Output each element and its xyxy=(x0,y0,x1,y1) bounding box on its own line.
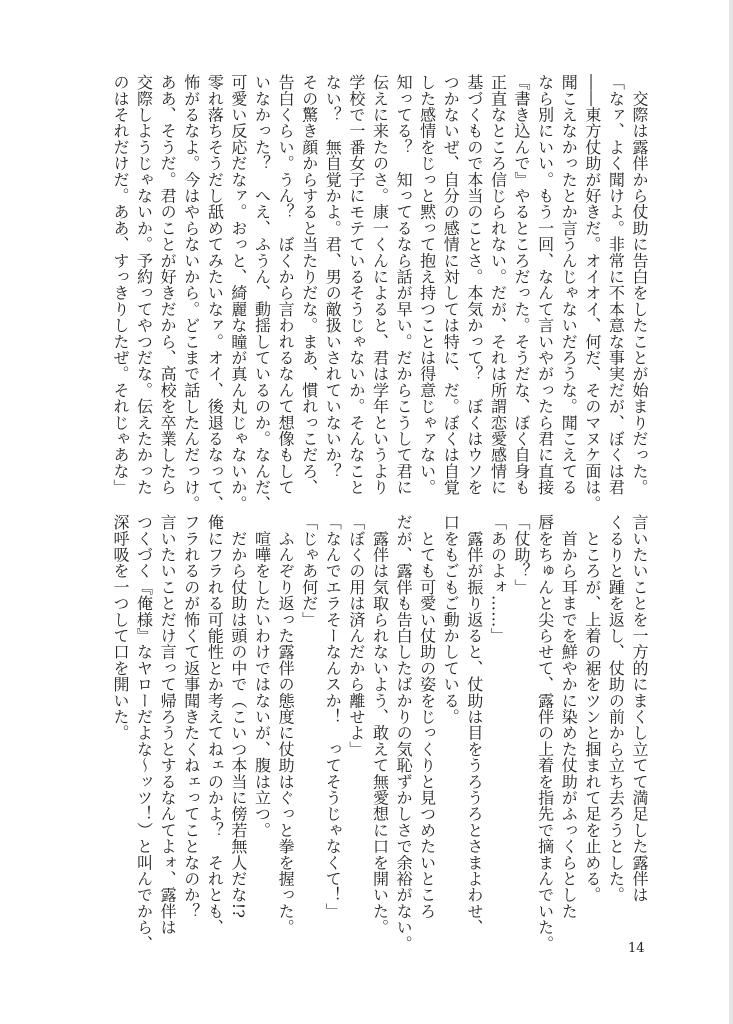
text-line: 知ってる？ 知ってるなら話が早い。だからこうして君に xyxy=(394,74,414,496)
text-line: なら別にいい。もう一回、なんて言いやがったら君に直接 xyxy=(535,74,555,496)
text-line: 「なァ、よく聞けよ。非常に不本意な事実だが、ぼくは君 xyxy=(606,74,626,496)
text-line: 深呼吸を一つして口を開いた。 xyxy=(110,514,130,741)
text-line: 「ぼくの用は済んだから離せよ」 xyxy=(346,514,366,757)
text-line: とても可愛い仗助の姿をじっくりと見つめたいところ xyxy=(417,514,437,919)
text-line: だから仗助は頭の中で（こいつ本当に傍若無人だな!? xyxy=(228,514,248,919)
text-line: 「なんでエラそーなんスか！ ってそうじゃなくて！」 xyxy=(323,514,343,919)
text-line: 正直なところ信じられない。だが、それは所謂恋愛感情に xyxy=(488,74,508,496)
text-line: ない？ 無自覚かよ。君、男の敵扱いされていないか？ xyxy=(323,74,343,479)
text-line: 首から耳までを鮮やかに染めた仗助がふっくらとした xyxy=(559,514,579,919)
text-line: 零れ落ちそうだし舐めてみたいなァ。オイ、後退るなって、 xyxy=(205,74,225,512)
text-line: 交際は露伴から仗助に告白をしたことが始まりだった。 xyxy=(630,74,649,496)
text-line: 言いたいことを一方的にまくし立てて満足した露伴は xyxy=(630,514,649,903)
text-line: 基づくもので本当のことさ。本気かって？ ぼくはウソを xyxy=(464,74,484,496)
page-edge xyxy=(729,0,733,1024)
text-line: 言いたいことだけ言って帰ろうとするなんてよォ、露伴は xyxy=(158,514,178,936)
text-line: つかないぜ、自分の感情に対しては特に、だ。ぼくは自覚 xyxy=(441,74,461,496)
text-line: 喧嘩をしたいわけではないが、腹は立つ。 xyxy=(252,514,272,838)
upper-text-block xyxy=(108,74,651,512)
text-line: ところが、上着の裾をツンと掴まれて足を止める。 xyxy=(582,514,602,903)
text-line: つくづく『俺様』なヤローだよな～ッツ！）と叫んでから、 xyxy=(134,514,154,952)
page-number: 14 xyxy=(628,941,645,956)
text-line: だが、露伴も告白したばかりの気恥ずかしさで余裕がない。 xyxy=(394,514,414,952)
text-line: 学校で一番女子にモテているそうじゃないか。そんなこと xyxy=(346,74,366,496)
text-line: ふんぞり返った露伴の態度に仗助はぐっと拳を握った。 xyxy=(276,514,296,936)
text-line: した感情をじっと黙って抱え持つことは得意じゃァない。 xyxy=(417,74,437,496)
text-line: 口をもごもご動かしている。 xyxy=(441,514,461,725)
text-line: 可愛い反応だなァ。おっと、綺麗な瞳が真ん丸じゃないか。 xyxy=(228,74,248,512)
text-line: 露伴は気取られないよう、敢えて無愛想に口を開いた。 xyxy=(370,514,390,936)
text-line: 告白くらい。うん？ ぼくから言われるなんて想像もして xyxy=(276,74,296,496)
text-line: 俺にフラれる可能性とか考えてねェのかよ？ それとも、 xyxy=(205,514,225,936)
text-line: 交際しようじゃないか。予約ってやつだな。伝えたかった xyxy=(134,74,154,496)
text-line: ああ、そうだ。君のことが好きだから、高校を卒業したら xyxy=(158,74,178,496)
text-line: 怖がるなよ。今はやらないから。どこまで話したんだっけ。 xyxy=(181,74,201,512)
text-line: のはそれだけだ。ああ、すっきりしたぜ。それじゃあな」 xyxy=(110,74,130,496)
text-line: ――東方仗助が好きだ。オイオイ、何だ、そのマヌケ面は。 xyxy=(582,74,602,512)
text-line: 聞こえなかったとか言うんじゃないだろうな。聞こえてる xyxy=(559,74,579,496)
text-line: くるりと踵を返し、仗助の前から立ち去ろうとした。 xyxy=(606,514,626,903)
text-line: いなかった？ へえ、ふうん、動揺しているのか。なんだ、 xyxy=(252,74,272,512)
text-line: 『書き込んで』やるところだった。そうだな、ぼく自身も xyxy=(512,74,532,496)
text-line: その驚き顔からすると当たりだな。まあ、慣れっこだろ、 xyxy=(299,74,319,496)
text-line: 伝えに来たのさ。康一くんによると、君は学年というより xyxy=(370,74,390,496)
text-line: 「あのよォ……」 xyxy=(488,514,508,644)
text-line: 「じゃあ何だ」 xyxy=(299,514,319,628)
text-line: 露伴が振り返ると、仗助は目をうろうろとさまよわせ、 xyxy=(464,514,484,936)
text-line: フラれるのが怖くて返事聞きたくねェってことなのか？ xyxy=(181,514,201,919)
text-line: 「仗助？」 xyxy=(512,514,532,595)
text-line: 唇をちゅんと尖らせて、露伴の上着を指先で摘まんでいた。 xyxy=(535,514,555,952)
